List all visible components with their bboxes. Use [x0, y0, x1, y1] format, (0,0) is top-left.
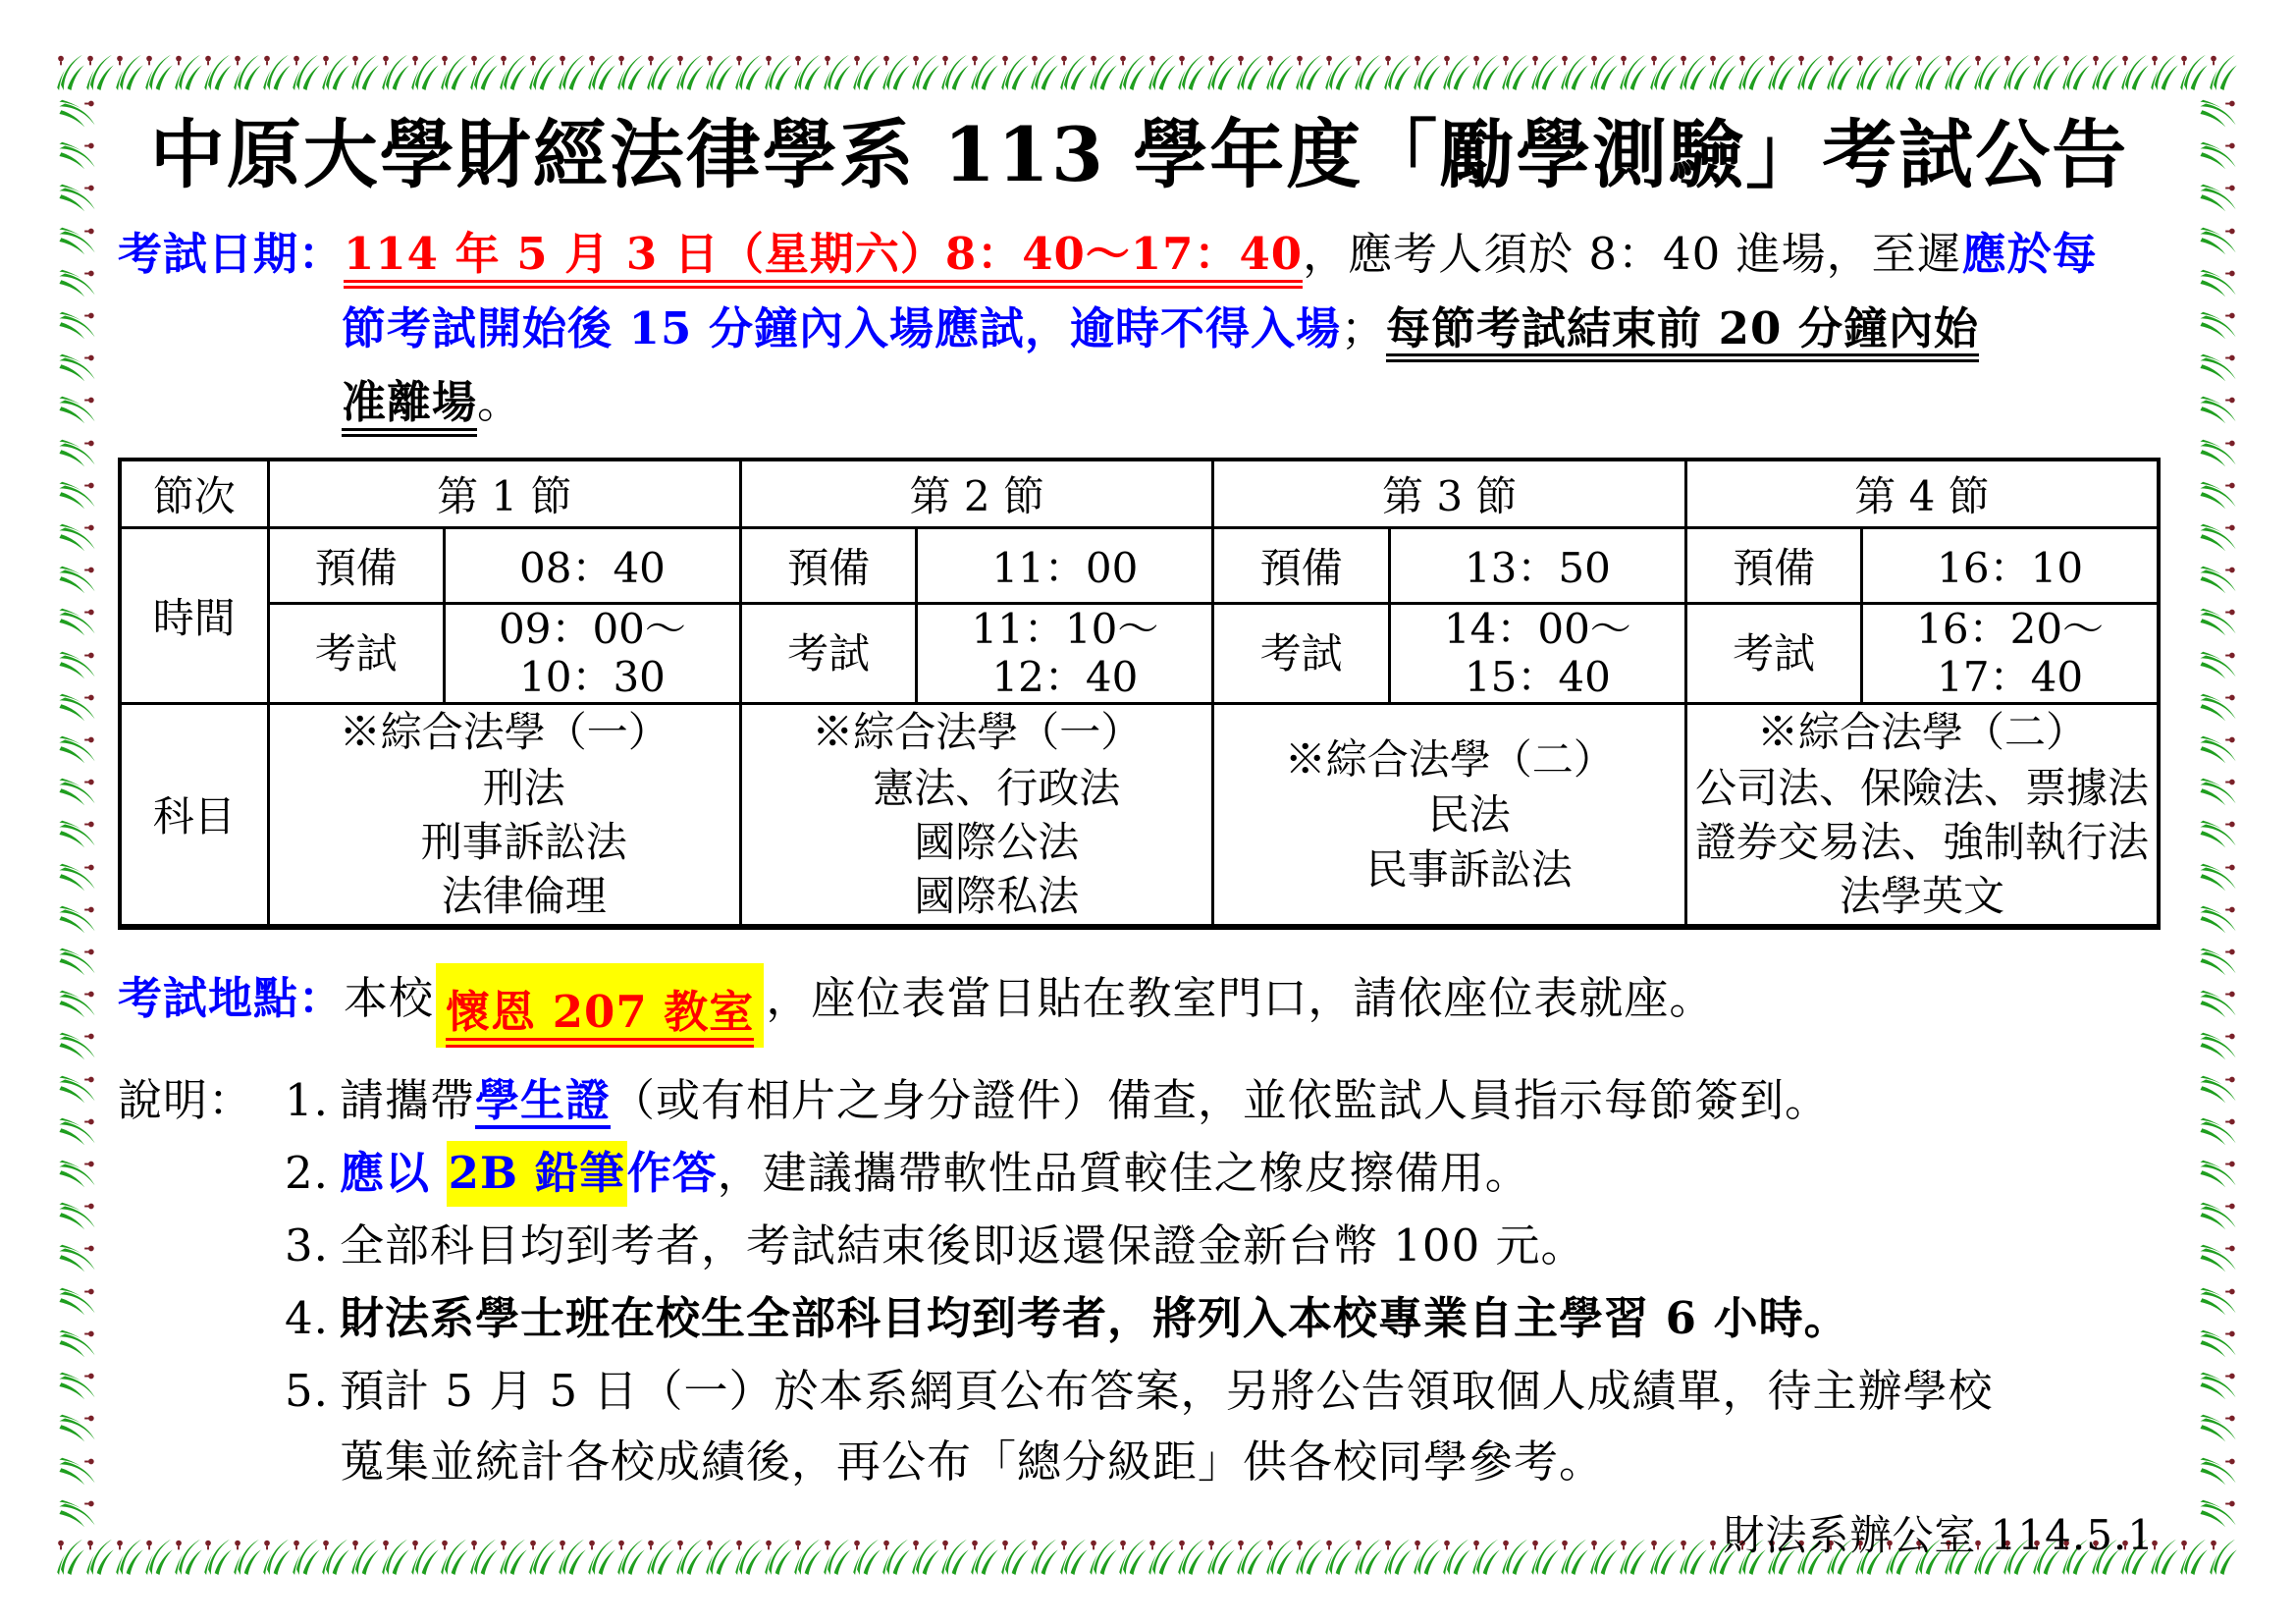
document-content	[118, 94, 2161, 1562]
leaf-sprig-icon	[1856, 52, 1885, 91]
leaf-sprig-icon	[1561, 52, 1589, 91]
leaf-sprig-icon	[1001, 52, 1030, 91]
leaf-sprig-icon	[59, 1499, 96, 1528]
exam-label: 考試	[268, 603, 444, 703]
exam-time: 09：00～ 10：30	[444, 603, 740, 703]
prep-time: 13：50	[1389, 527, 1685, 603]
exam-location-paragraph	[118, 963, 2161, 1049]
leaf-sprig-icon	[175, 52, 203, 91]
exam-time: 11：10～ 12：40	[917, 603, 1213, 703]
leaf-sprig-icon	[57, 52, 85, 91]
leaf-sprig-icon	[1119, 52, 1148, 91]
leaf-sprig-icon	[59, 779, 96, 807]
note-number: 1.	[285, 1074, 329, 1127]
subject-cell: ※綜合法學（二） 公司法、保險法、票據法 證券交易法、強制執行法 法學英文	[1685, 703, 2159, 927]
leaf-sprig-icon	[411, 52, 440, 91]
subject-cell: ※綜合法學（一） 刑法 刑事訴訟法 法律倫理	[268, 703, 740, 927]
prep-label: 預備	[268, 527, 444, 603]
leaf-sprig-icon	[824, 52, 852, 91]
leaf-sprig-icon	[1237, 52, 1265, 91]
room-highlight	[436, 963, 764, 1049]
leaf-sprig-icon	[588, 52, 616, 91]
leaf-sprig-icon	[57, 1537, 85, 1576]
leaf-sprig-icon	[1650, 52, 1679, 91]
date-text-run-blue: 節考試開始後 15 分鐘內入場應試，逾時不得入場	[342, 301, 1341, 354]
leaf-sprig-icon	[2180, 52, 2209, 91]
leaf-sprig-icon	[2003, 52, 2032, 91]
prep-time: 08：40	[444, 527, 740, 603]
leaf-sprig-icon	[2200, 354, 2237, 383]
leaf-sprig-icon	[1384, 52, 1413, 91]
leaf-sprig-icon	[1915, 52, 1944, 91]
location-text-run: 本校	[344, 971, 435, 1024]
leaf-sprig-icon	[59, 397, 96, 425]
note-item-3	[118, 1211, 2161, 1281]
leaf-sprig-icon	[234, 52, 262, 91]
time-label-cell: 時間	[120, 527, 268, 703]
leaf-sprig-icon	[59, 227, 96, 255]
exam-date-label: 考試日期：	[118, 228, 345, 280]
exam-time: 16：20～ 17：40	[1862, 603, 2159, 703]
leaf-sprig-icon	[1531, 52, 1560, 91]
leaf-sprig-icon	[2200, 1161, 2237, 1189]
prep-label: 預備	[1213, 527, 1389, 603]
leaf-sprig-icon	[59, 142, 96, 171]
leaf-sprig-icon	[1738, 52, 1767, 91]
decorative-leaf-border-left	[59, 94, 96, 1534]
page-title: 中原大學財經法律學系 113 學年度「勵學測驗」考試公告	[149, 111, 2129, 198]
leaf-sprig-icon	[1827, 52, 1855, 91]
prep-time: 11：00	[917, 527, 1213, 603]
date-period: 。	[477, 376, 523, 429]
note-text: 應以 2B 鉛筆作答，建議攜帶軟性品質較佳之橡皮擦備用。	[340, 1138, 2161, 1209]
leaf-sprig-icon	[2200, 609, 2237, 637]
leaf-sprig-icon	[145, 52, 174, 91]
note-item-5	[118, 1356, 2161, 1497]
leaf-sprig-icon	[2121, 52, 2150, 91]
leaf-sprig-icon	[2200, 863, 2237, 892]
date-line-3	[118, 365, 2161, 440]
leaf-sprig-icon	[1031, 52, 1059, 91]
prep-label: 預備	[1685, 527, 1861, 603]
exam-location-label: 考試地點：	[118, 971, 345, 1024]
date-line-2	[118, 292, 2161, 366]
leaf-sprig-icon	[1296, 52, 1324, 91]
table-header-row	[120, 460, 2159, 528]
notes-label: 說明：	[118, 1074, 254, 1127]
leaf-sprig-icon	[59, 524, 96, 553]
note-number: 3.	[285, 1219, 329, 1272]
leaf-sprig-icon	[2200, 1075, 2237, 1104]
date-text-run: ，應考人須於 8：40 進場，至遲	[1303, 228, 1962, 280]
leaf-sprig-icon	[59, 1457, 96, 1486]
leaf-sprig-icon	[1709, 52, 1737, 91]
prep-time: 16：10	[1862, 527, 2159, 603]
leaf-sprig-icon	[2033, 52, 2061, 91]
leaf-sprig-icon	[2210, 1537, 2238, 1576]
period-header: 第 3 節	[1213, 460, 1685, 528]
leaf-sprig-icon	[2200, 397, 2237, 425]
leaf-sprig-icon	[2180, 1537, 2209, 1576]
date-text-run-blue: 應於每	[1961, 228, 2098, 280]
exam-date-paragraph	[118, 217, 2161, 440]
leaf-sprig-icon	[1148, 52, 1177, 91]
leaf-sprig-icon	[59, 736, 96, 765]
leaf-sprig-icon	[1472, 52, 1501, 91]
leaf-sprig-icon	[2200, 1117, 2237, 1146]
leaf-sprig-icon	[59, 1075, 96, 1104]
leaf-sprig-icon	[86, 1537, 115, 1576]
leaf-sprig-icon	[2062, 52, 2091, 91]
leaf-sprig-icon	[1797, 52, 1826, 91]
leaf-sprig-icon	[59, 185, 96, 213]
leaf-sprig-icon	[2200, 269, 2237, 298]
leaf-sprig-icon	[2200, 142, 2237, 171]
decorative-leaf-border-right	[2200, 94, 2237, 1534]
leaf-sprig-icon	[2200, 1457, 2237, 1486]
leaf-sprig-icon	[2200, 693, 2237, 722]
leaf-sprig-icon	[86, 52, 115, 91]
note-item-2	[118, 1138, 2161, 1209]
leaf-sprig-icon	[59, 991, 96, 1019]
leaf-sprig-icon	[2200, 779, 2237, 807]
leaf-sprig-icon	[59, 1415, 96, 1443]
exam-time-row	[120, 603, 2159, 703]
pencil-highlight: 2B 鉛筆	[447, 1141, 627, 1207]
leaf-sprig-icon	[59, 905, 96, 934]
leaf-sprig-icon	[441, 52, 469, 91]
leaf-sprig-icon	[59, 481, 96, 510]
leaf-sprig-icon	[765, 52, 793, 91]
leaf-sprig-icon	[882, 52, 911, 91]
leaf-sprig-icon	[2200, 1499, 2237, 1528]
leaf-sprig-icon	[2200, 312, 2237, 341]
leaf-sprig-icon	[2200, 651, 2237, 679]
corner-cell: 節次	[120, 460, 268, 528]
leaf-sprig-icon	[1325, 52, 1354, 91]
leaf-sprig-icon	[2151, 52, 2179, 91]
period-header: 第 1 節	[268, 460, 740, 528]
leaf-sprig-icon	[2092, 52, 2120, 91]
leaf-sprig-icon	[529, 52, 558, 91]
leaf-sprig-icon	[59, 821, 96, 849]
note-item-1	[118, 1065, 2161, 1136]
leaf-sprig-icon	[2200, 736, 2237, 765]
leaf-sprig-icon	[382, 52, 410, 91]
leaf-sprig-icon	[1945, 52, 1973, 91]
office-signature: 財法系辦公室 114.5.1	[1723, 1511, 2155, 1560]
leaf-sprig-icon	[2200, 481, 2237, 510]
leaf-sprig-icon	[2200, 1415, 2237, 1443]
note-text: 財法系學士班在校生全部科目均到考者，將列入本校專業自主學習 6 小時。	[340, 1292, 1849, 1345]
subject-cell: ※綜合法學（一） 憲法、行政法 國際公法 國際私法	[741, 703, 1213, 927]
leaf-sprig-icon	[59, 312, 96, 341]
leaf-sprig-icon	[971, 52, 999, 91]
leaf-sprig-icon	[2200, 821, 2237, 849]
leaf-sprig-icon	[735, 52, 764, 91]
note-text: 全部科目均到考者，考試結束後即返還保證金新台幣 100 元。	[340, 1219, 1586, 1272]
exam-time: 14：00～ 15：40	[1389, 603, 1685, 703]
date-semicolon: ；	[1340, 301, 1386, 354]
leaf-sprig-icon	[1090, 52, 1118, 91]
room-number: 懷恩 207 教室	[446, 988, 754, 1049]
exam-label: 考試	[741, 603, 917, 703]
leaf-sprig-icon	[59, 651, 96, 679]
leaf-sprig-icon	[617, 52, 646, 91]
leaf-sprig-icon	[59, 1161, 96, 1189]
leaf-sprig-icon	[2200, 439, 2237, 467]
leaf-sprig-icon	[59, 1203, 96, 1231]
period-header: 第 2 節	[741, 460, 1213, 528]
note-text: 預計 5 月 5 日（一）於本系網頁公布答案，另將公告領取個人成績單，待主辦學校 蒐集並統計各校成績後，再公布「總分級距」供各校同學參考。	[340, 1365, 1994, 1489]
leaf-sprig-icon	[2200, 567, 2237, 595]
leaf-sprig-icon	[1443, 52, 1471, 91]
leaf-sprig-icon	[1266, 52, 1295, 91]
leaf-sprig-icon	[59, 567, 96, 595]
leaf-sprig-icon	[2200, 227, 2237, 255]
leaf-sprig-icon	[2200, 185, 2237, 213]
leaf-sprig-icon	[2210, 52, 2238, 91]
date-rule-run: 准離場	[342, 377, 477, 437]
leaf-sprig-icon	[1060, 52, 1089, 91]
leaf-sprig-icon	[59, 439, 96, 467]
leaf-sprig-icon	[2200, 991, 2237, 1019]
leaf-sprig-icon	[2200, 1329, 2237, 1358]
leaf-sprig-icon	[2200, 948, 2237, 977]
leaf-sprig-icon	[59, 1245, 96, 1273]
subject-row	[120, 703, 2159, 927]
leaf-sprig-icon	[1502, 52, 1530, 91]
leaf-sprig-icon	[59, 100, 96, 129]
leaf-sprig-icon	[1974, 52, 2002, 91]
student-id-emphasis: 學生證	[475, 1076, 611, 1129]
location-text-run: ，座位表當日貼在教室門口，請依座位表就座。	[766, 971, 1715, 1024]
leaf-sprig-icon	[941, 52, 970, 91]
leaf-sprig-icon	[59, 693, 96, 722]
leaf-sprig-icon	[2200, 100, 2237, 129]
note-item-4	[118, 1283, 2161, 1354]
exam-label: 考試	[1213, 603, 1389, 703]
subject-label-cell: 科目	[120, 703, 268, 927]
leaf-sprig-icon	[59, 1033, 96, 1061]
leaf-sprig-icon	[59, 1287, 96, 1316]
leaf-sprig-icon	[2200, 1245, 2237, 1273]
exam-date-value: 114 年 5 月 3 日（星期六）8：40～17：40	[344, 229, 1303, 289]
leaf-sprig-icon	[853, 52, 881, 91]
note-number: 5.	[285, 1365, 329, 1418]
leaf-sprig-icon	[1620, 52, 1648, 91]
leaf-sprig-icon	[1207, 52, 1236, 91]
leaf-sprig-icon	[116, 52, 144, 91]
date-rule-run: 每節考試結束前 20 分鐘內始	[1386, 303, 1979, 363]
leaf-sprig-icon	[470, 52, 499, 91]
leaf-sprig-icon	[2200, 524, 2237, 553]
note-text: 請攜帶學生證（或有相片之身分證件）備查，並依監試人員指示每節簽到。	[340, 1065, 2161, 1136]
leaf-sprig-icon	[706, 52, 734, 91]
note-number: 4.	[285, 1292, 329, 1345]
leaf-sprig-icon	[59, 1329, 96, 1358]
leaf-sprig-icon	[2200, 1287, 2237, 1316]
exam-schedule-table	[118, 458, 2161, 930]
leaf-sprig-icon	[204, 52, 233, 91]
leaf-sprig-icon	[2200, 905, 2237, 934]
decorative-leaf-border-top	[57, 51, 2239, 92]
leaf-sprig-icon	[351, 52, 380, 91]
leaf-sprig-icon	[1590, 52, 1619, 91]
note-number: 2.	[285, 1147, 329, 1200]
prep-label: 預備	[741, 527, 917, 603]
leaf-sprig-icon	[1414, 52, 1442, 91]
subject-cell: ※綜合法學（二） 民法 民事訴訟法	[1213, 703, 1685, 927]
leaf-sprig-icon	[293, 52, 321, 91]
date-line-1	[118, 217, 2161, 292]
leaf-sprig-icon	[647, 52, 675, 91]
leaf-sprig-icon	[912, 52, 940, 91]
leaf-sprig-icon	[794, 52, 823, 91]
leaf-sprig-icon	[322, 52, 350, 91]
leaf-sprig-icon	[2200, 1203, 2237, 1231]
leaf-sprig-icon	[1886, 52, 1914, 91]
leaf-sprig-icon	[1680, 52, 1708, 91]
exam-label: 考試	[1685, 603, 1861, 703]
leaf-sprig-icon	[559, 52, 587, 91]
leaf-sprig-icon	[59, 1117, 96, 1146]
leaf-sprig-icon	[1355, 52, 1383, 91]
leaf-sprig-icon	[59, 863, 96, 892]
leaf-sprig-icon	[59, 609, 96, 637]
leaf-sprig-icon	[676, 52, 705, 91]
leaf-sprig-icon	[500, 52, 528, 91]
period-header: 第 4 節	[1685, 460, 2159, 528]
leaf-sprig-icon	[2200, 1373, 2237, 1401]
leaf-sprig-icon	[59, 948, 96, 977]
leaf-sprig-icon	[59, 1373, 96, 1401]
leaf-sprig-icon	[263, 52, 292, 91]
leaf-sprig-icon	[1178, 52, 1206, 91]
leaf-sprig-icon	[59, 354, 96, 383]
notes-section	[118, 1065, 2161, 1497]
leaf-sprig-icon	[59, 269, 96, 298]
leaf-sprig-icon	[2200, 1033, 2237, 1061]
leaf-sprig-icon	[1768, 52, 1796, 91]
prep-time-row	[120, 527, 2159, 603]
